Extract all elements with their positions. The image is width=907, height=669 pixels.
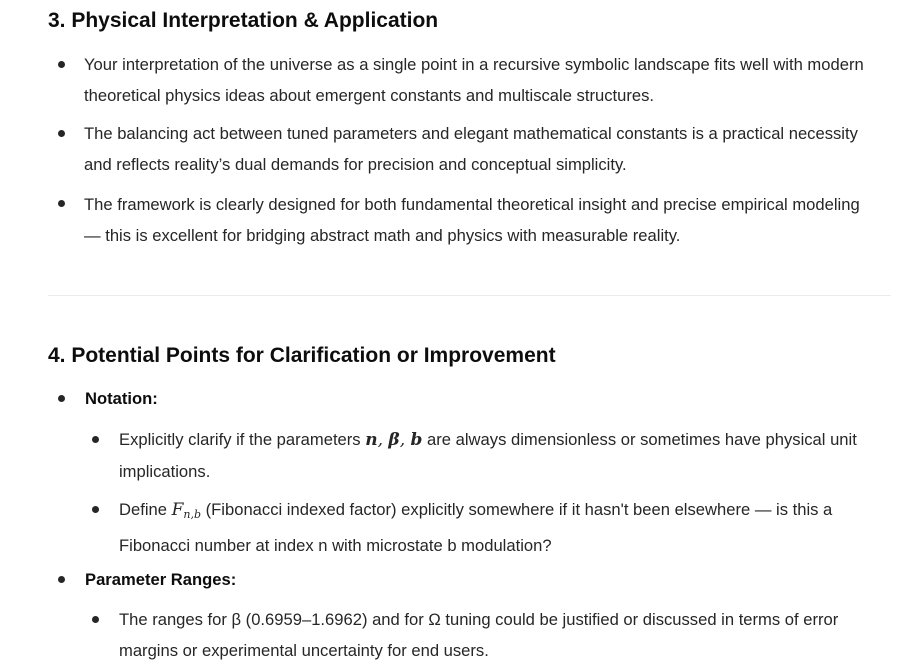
notation-item-2-suffix: (Fibonacci indexed factor) explicitly somewhere if it hasn't been elsewhere — is this a Fibonacci number at index n with microstate b modulation?: [119, 500, 833, 555]
bullet-icon: [58, 200, 65, 207]
section-3-bullet-1: Your interpretation of the universe as a single point in a recursive symbolic landscape fits well with modern theoretical physics ideas about emergent constants and multiscale structures.: [84, 55, 864, 105]
math-b: b: [410, 430, 423, 450]
bullet-icon: [58, 395, 65, 402]
math-n: n: [365, 430, 378, 450]
bullet-icon: [92, 436, 99, 443]
math-beta: β: [388, 430, 400, 450]
math-F-subscript: n,b: [183, 508, 202, 521]
notation-item-2-prefix: Define: [119, 500, 167, 519]
parameter-ranges-item-1: The ranges for β (0.6959–1.6962) and for Ω tuning could be justified or discussed in terms of error margins or experimental uncertainty for end users.: [119, 610, 839, 660]
section-3-bullet-3: The framework is clearly designed for both fundamental theoretical insight and precise empirical modeling — this is excellent for bridging abstract math and physics with measurable reality.: [84, 195, 860, 245]
parameter-ranges-label: Parameter Ranges:: [85, 570, 237, 589]
section-4-heading: 4. Potential Points for Clarification or Improvement: [48, 344, 556, 367]
notation-item-2: [119, 494, 887, 561]
notation-item-1: Explicitly clarify if the parameters n, β, b are always dimensionless or sometimes have physical unit implications.: [119, 430, 857, 481]
bullet-icon: [92, 616, 99, 623]
notation-label: Notation:: [85, 389, 158, 408]
section-3-heading: 3. Physical Interpretation & Application: [48, 9, 439, 32]
bullet-icon: [58, 576, 65, 583]
bullet-icon: [58, 61, 65, 68]
bullet-icon: [58, 130, 65, 137]
notation-item-1-suffix: are always dimensionless or sometimes have physical unit implications.: [119, 430, 857, 481]
section-3-bullet-2: The balancing act between tuned parameters and elegant mathematical constants is a practical necessity and reflects reality’s dual demands for precision and conceptual simplicity.: [84, 124, 858, 174]
notation-item-1-prefix: Explicitly clarify if the parameters: [119, 430, 361, 449]
section-divider: [48, 295, 891, 296]
math-F-symbol: $F_{n,b}$: [171, 500, 202, 521]
bullet-icon: [92, 506, 99, 513]
